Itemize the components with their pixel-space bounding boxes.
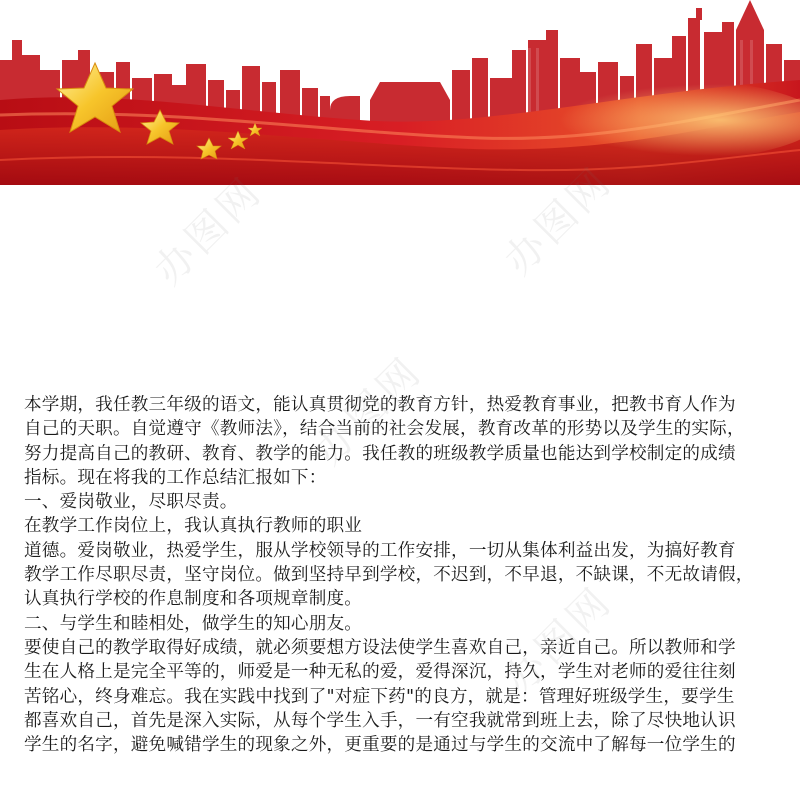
article-line: 学生的名字，避免喊错学生的现象之外，更重要的是通过与学生的交流中了解每一位学生的: [24, 735, 736, 756]
section-heading: 二、与学生和睦相处，做学生的知心朋友。: [24, 613, 363, 634]
article-line: 认真执行学校的作息制度和各项规章制度。: [24, 589, 363, 610]
watermark: 办图网: [145, 168, 272, 294]
article-line: 本学期，我任教三年级的语文，能认真贯彻党的教育方针，热爱教育事业，把教书育人作为: [24, 395, 736, 415]
banner-graphic: [0, 0, 800, 185]
watermark: 办图网: [305, 348, 432, 474]
article-line: 苦铭心，终身难忘。我在实践中找到了"对症下药"的良方，就是：管理好班级学生，要学生: [24, 686, 735, 707]
header-banner: [0, 0, 800, 185]
watermark: 办图网: [495, 578, 622, 704]
article-line: 在教学工作岗位上，我认真执行教师的职业: [24, 516, 363, 537]
article-line: 努力提高自己的教研、教育、教学的能力。我任教的班级教学质量也能达到学校制定的成绩: [24, 443, 736, 464]
article-line: 指标。现在将我的工作总结汇报如下：: [24, 467, 327, 488]
article-line: 都喜欢自己，首先是深入实际，从每个学生入手，一有空我就常到班上去，除了尽快地认识: [24, 710, 736, 731]
section-heading: 一、爱岗敬业，尽职尽责。: [24, 492, 238, 513]
watermark: 办图网: [495, 158, 622, 284]
article-body: [24, 393, 794, 757]
article-line: 道德。爱岗敬业，热爱学生，服从学校领导的工作安排，一切从集体利益出发，为搞好教育: [24, 540, 736, 561]
article-line: 教学工作尽职尽责，坚守岗位。做到坚持早到学校，不迟到，不早退，不缺课，不无故请假，: [24, 565, 754, 586]
article-line: 生在人格上是完全平等的，师爱是一种无私的爱，爱得深沉，持久，学生对老师的爱往往刻: [24, 662, 736, 683]
article-line: 要使自己的教学取得好成绩，就必须要想方设法使学生喜欢自己，亲近自己。所以教师和学: [24, 637, 736, 658]
article-line: 自己的天职。自觉遵守《教师法》，结合当前的社会发展，教育改革的形势以及学生的实际，: [24, 419, 745, 440]
